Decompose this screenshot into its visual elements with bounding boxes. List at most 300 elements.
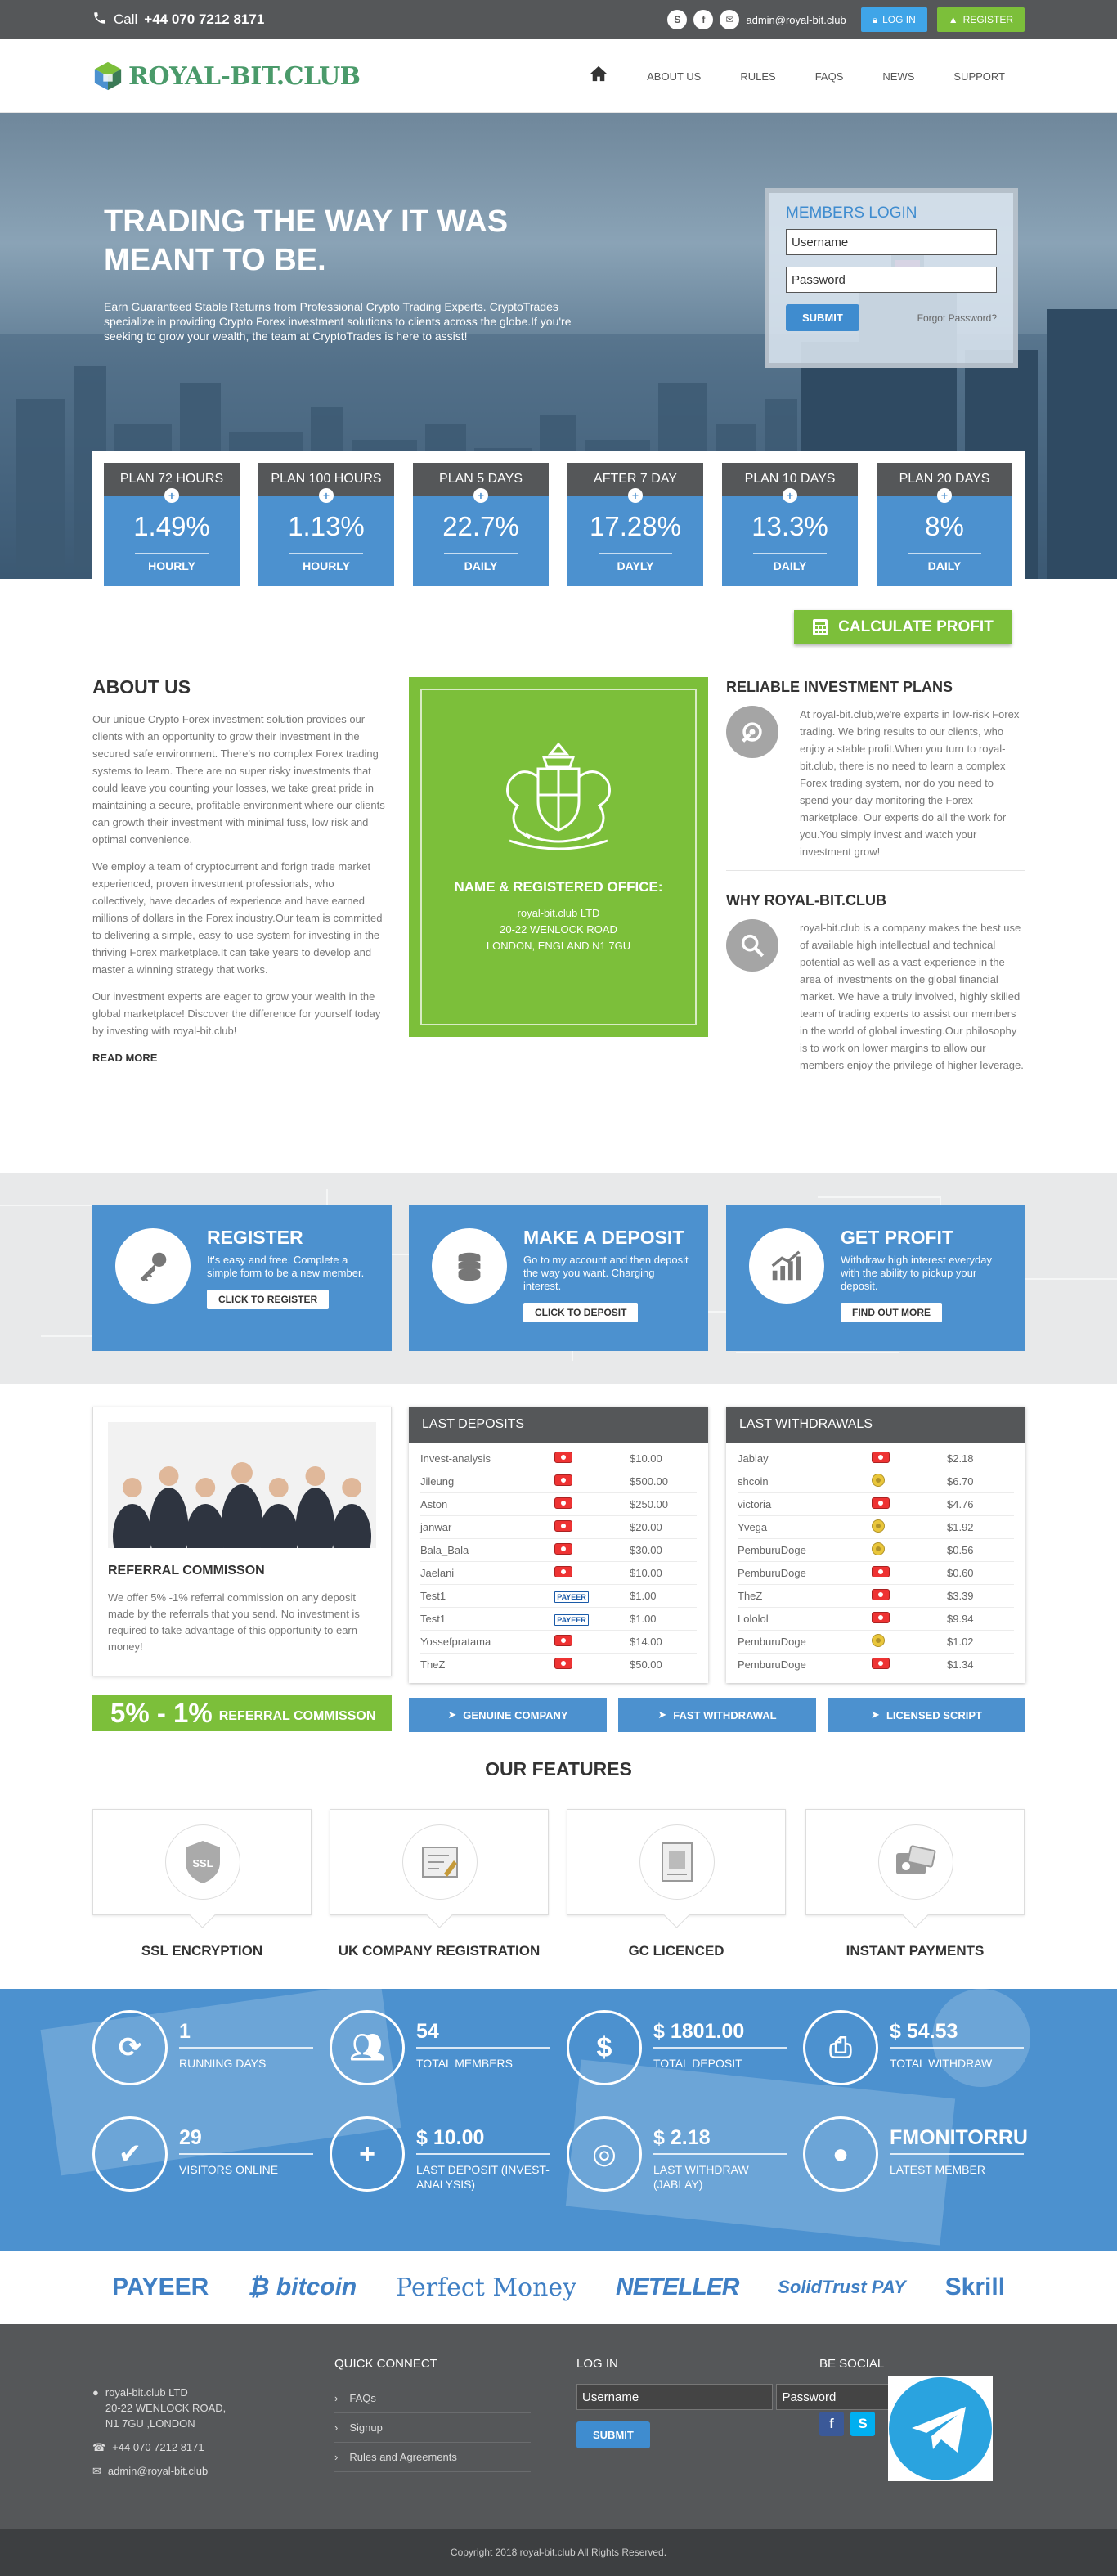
- stat-label: TOTAL DEPOSIT: [653, 2057, 742, 2070]
- plan-period: DAILY: [753, 553, 827, 572]
- atm-icon: ⎙: [803, 2010, 878, 2085]
- shield-icon: [165, 1824, 240, 1900]
- row-amount: $1.34: [947, 1658, 974, 1671]
- footer-address-line: 20-22 WENLOCK ROAD,: [105, 2402, 227, 2414]
- plus-icon: +: [164, 488, 179, 503]
- footer-link-label: Signup: [349, 2421, 383, 2434]
- stat-label: RUNNING DAYS: [179, 2057, 267, 2070]
- badge-label: LICENSED SCRIPT: [886, 1708, 982, 1721]
- coins-icon: [432, 1228, 507, 1304]
- top-phone: [92, 11, 264, 29]
- calculate-profit-button[interactable]: [794, 610, 1012, 644]
- plan-name: PLAN 10 DAYS: [722, 463, 858, 496]
- office-title: NAME & REGISTERED OFFICE:: [454, 879, 663, 895]
- row-amount: $250.00: [630, 1498, 668, 1510]
- user-online-icon: ✔: [92, 2116, 168, 2192]
- row-amount: $30.00: [630, 1544, 662, 1556]
- plus-icon: +: [937, 488, 952, 503]
- step-text: Go to my account and then deposit the way you want. Charging interest.: [523, 1254, 689, 1292]
- features-title: OUR FEATURES: [485, 1758, 632, 1779]
- perfect-money-icon: [872, 1566, 890, 1577]
- footer-link-label: FAQs: [349, 2392, 376, 2404]
- login-label: LOG IN: [882, 14, 916, 25]
- home-icon[interactable]: [570, 65, 627, 87]
- magnifier-icon: [726, 919, 778, 972]
- row-username: victoria: [738, 1498, 772, 1510]
- top-email-link[interactable]: admin@royal-bit.club: [746, 13, 846, 26]
- badge-label: FAST WITHDRAWAL: [673, 1708, 777, 1721]
- facebook-icon[interactable]: f: [819, 2412, 844, 2436]
- row-gateway: [554, 1543, 630, 1557]
- row-amount: $6.70: [947, 1475, 974, 1488]
- login-submit-button[interactable]: SUBMIT: [786, 304, 859, 331]
- row-gateway: [554, 1613, 630, 1626]
- stat-label: LAST WITHDRAW (JABLAY): [653, 2163, 749, 2191]
- plus-icon: +: [628, 488, 643, 503]
- stat-label: VISITORS ONLINE: [179, 2163, 279, 2176]
- neteller-logo: NETELLER: [616, 2273, 739, 2300]
- plan-period: HOURLY: [289, 553, 363, 572]
- perfect-money-icon: [554, 1452, 572, 1463]
- plan-rate: 13.3%: [751, 511, 828, 541]
- row-username: Test1: [420, 1590, 446, 1602]
- table-row: [738, 1585, 1014, 1608]
- feature-uk-registration: [330, 1809, 549, 1959]
- footer: [0, 2324, 1117, 2529]
- stat-item: [330, 2010, 550, 2089]
- plan-card[interactable]: [567, 463, 703, 586]
- features-section: [0, 1758, 1117, 1987]
- logo[interactable]: [92, 61, 361, 92]
- read-more-link[interactable]: READ MORE: [92, 1052, 158, 1064]
- row-username: TheZ: [420, 1658, 446, 1671]
- chevron-right-icon: ›: [334, 2392, 339, 2404]
- row-gateway: [872, 1589, 947, 1603]
- perfect-money-icon: [872, 1452, 890, 1463]
- feature-label: GC LICENCED: [628, 1943, 724, 1959]
- stat-value: 1: [179, 2020, 313, 2049]
- bitcoin-icon: ₿: [248, 2273, 276, 2300]
- clock-icon: ⟳: [92, 2010, 168, 2085]
- fast-withdrawal-badge[interactable]: [618, 1698, 816, 1732]
- social-title: BE SOCIAL: [819, 2357, 885, 2371]
- about-column: [92, 676, 390, 1066]
- stat-item: [567, 2116, 787, 2195]
- members-icon: 👥︎: [330, 2010, 405, 2085]
- footer-phone: +44 070 7212 8171: [112, 2441, 204, 2453]
- stat-value: $ 1801.00: [653, 2020, 787, 2049]
- plus-icon: +: [783, 488, 797, 503]
- team-photo-image: [108, 1422, 376, 1548]
- table-row: [738, 1516, 1014, 1539]
- table-row: [420, 1585, 697, 1608]
- stat-label: LAST DEPOSIT (INVEST-ANALYSIS): [416, 2163, 550, 2191]
- transactions-section: [0, 1405, 1117, 1765]
- quick-connect-title: QUICK CONNECT: [334, 2357, 437, 2371]
- feature-instant-payments: [805, 1809, 1025, 1959]
- row-username: Yvega: [738, 1521, 768, 1533]
- hero-title: TRADING THE WAY IT WAS MEANT TO BE.: [104, 204, 509, 277]
- stats-section: [0, 1989, 1117, 2251]
- logo-text: ROYAL-BIT.CLUB: [128, 61, 361, 91]
- feature-label: INSTANT PAYMENTS: [846, 1943, 985, 1959]
- payeer-icon: PAYEER: [554, 1614, 589, 1626]
- solidtrust-logo: SolidTrust PAY: [778, 2277, 906, 2297]
- table-row: [738, 1539, 1014, 1562]
- reliable-block: [726, 706, 1025, 871]
- row-username: PemburuDoge: [738, 1636, 806, 1648]
- table-row: [420, 1631, 697, 1654]
- royal-crest-icon: [493, 736, 624, 859]
- row-gateway: [554, 1452, 630, 1465]
- table-row: [420, 1447, 697, 1470]
- stat-item: [330, 2116, 550, 2195]
- plans-container: [92, 113, 1025, 604]
- why-text: royal-bit.club is a company makes the best use of available high intellectual and technical potential as well as a vast experience in the area of investments on the global financial market. We have a truly involved, highly skilled team of trading experts to assist our members in the world of global investing.Our philosophy is to work on lower margins to allow our members enjoy the privilege of higher leverage.: [800, 922, 1024, 1071]
- plan-rate: 8%: [925, 511, 964, 541]
- table-row: [738, 1447, 1014, 1470]
- facebook-icon[interactable]: f: [693, 10, 713, 29]
- plan-card[interactable]: [877, 463, 1012, 586]
- phone-icon: [92, 11, 107, 29]
- steps-section: [0, 1173, 1117, 1384]
- referral-text: We offer 5% -1% referral commission on any deposit made by the referrals that you send. No investment is required to take advantage of this opportunity to earn money!: [108, 1591, 360, 1653]
- last-deposits-table: [409, 1407, 708, 1683]
- row-gateway: [554, 1658, 630, 1672]
- calc-label: CALCULATE PROFIT: [838, 618, 994, 635]
- step-title: MAKE A DEPOSIT: [523, 1227, 684, 1248]
- row-amount: $500.00: [630, 1475, 668, 1488]
- stat-item: [92, 2116, 313, 2195]
- main-nav: [570, 65, 1025, 87]
- plan-period: DAILY: [908, 553, 981, 572]
- money-bag-icon: $: [567, 2010, 642, 2085]
- perfect-money-icon: [554, 1497, 572, 1509]
- top-login-button[interactable]: [861, 7, 927, 32]
- licensed-script-badge[interactable]: [828, 1698, 1025, 1732]
- row-username: PemburuDoge: [738, 1658, 806, 1671]
- perfect-money-icon: [554, 1520, 572, 1532]
- click-to-deposit-button[interactable]: CLICK TO DEPOSIT: [523, 1303, 638, 1322]
- row-username: janwar: [420, 1521, 452, 1533]
- row-gateway: [872, 1542, 947, 1558]
- plan-name: PLAN 100 HOURS: [258, 463, 394, 496]
- table-row: [738, 1470, 1014, 1493]
- registered-office-card: [409, 677, 708, 1037]
- about-paragraph: We employ a team of cryptocurrent and forign trade market experienced, proven investment professionals, who collectively, have decades of experience and have earned millions of dollars in the Forex industry.Our team is committed to delivering a simple, easy-to-use system for investing in the thriving Forex marketplace.It can take years to develop and master a winning strategy that works.: [92, 860, 383, 976]
- row-amount: $3.39: [947, 1590, 974, 1602]
- perfect-money-logo: Perfect Money: [396, 2273, 577, 2302]
- plan-name: AFTER 7 DAY: [567, 463, 703, 496]
- plus-icon: +: [319, 488, 334, 503]
- row-gateway: [872, 1452, 947, 1465]
- row-username: Aston: [420, 1498, 448, 1510]
- perfect-money-icon: [872, 1589, 890, 1600]
- coin-icon: [872, 1542, 885, 1555]
- referral-rate-bar: [92, 1695, 392, 1731]
- row-amount: $1.00: [630, 1613, 657, 1625]
- skype-icon[interactable]: S: [850, 2412, 875, 2436]
- row-username: Yossefpratama: [420, 1636, 491, 1648]
- find-out-more-button[interactable]: FIND OUT MORE: [841, 1303, 942, 1322]
- top-bar: [0, 0, 1117, 39]
- stat-value: 54: [416, 2020, 550, 2049]
- license-document-icon: [639, 1824, 715, 1900]
- perfect-money-icon: [554, 1566, 572, 1577]
- row-gateway: [554, 1590, 630, 1603]
- chevron-right-icon: ›: [334, 2451, 339, 2463]
- row-gateway: [554, 1566, 630, 1580]
- footer-quick-connect: [334, 2357, 531, 2472]
- row-gateway: [554, 1497, 630, 1511]
- plan-rate: 22.7%: [442, 511, 519, 541]
- stat-value: FMONITORRU: [890, 2126, 1024, 2155]
- coin-icon: [872, 1634, 885, 1647]
- row-gateway: [872, 1497, 947, 1511]
- row-username: PemburuDoge: [738, 1567, 806, 1579]
- nav-news[interactable]: NEWS: [882, 70, 915, 83]
- nav-faqs[interactable]: FAQS: [814, 70, 844, 83]
- table-row: [420, 1493, 697, 1516]
- table-row: [420, 1608, 697, 1631]
- coin-icon: [872, 1519, 885, 1533]
- genuine-company-badge[interactable]: [409, 1698, 607, 1732]
- footer-login-title: LOG IN: [576, 2357, 618, 2371]
- stat-item: [567, 2010, 787, 2089]
- step-text: Withdraw high interest everyday with the ability to pickup your deposit.: [841, 1254, 992, 1292]
- footer-username-input[interactable]: [576, 2384, 773, 2410]
- table-row: [738, 1493, 1014, 1516]
- skype-icon[interactable]: S: [667, 10, 687, 29]
- row-gateway: [554, 1474, 630, 1488]
- plan-name: PLAN 5 DAYS: [413, 463, 549, 496]
- row-amount: $0.56: [947, 1544, 974, 1556]
- play-circle-icon: ➤: [447, 1708, 457, 1721]
- skrill-logo: Skrill: [944, 2273, 1006, 2300]
- stat-value: $ 54.53: [890, 2020, 1024, 2049]
- footer-email-link[interactable]: admin@royal-bit.club: [107, 2465, 209, 2477]
- plan-rate: 1.13%: [288, 511, 365, 541]
- plan-card[interactable]: [258, 463, 394, 586]
- row-username: Test1: [420, 1613, 446, 1625]
- perfect-money-icon: [554, 1658, 572, 1669]
- row-gateway: [872, 1612, 947, 1626]
- deposits-title: LAST DEPOSITS: [409, 1407, 708, 1443]
- row-username: PemburuDoge: [738, 1544, 806, 1556]
- plus-icon: +: [473, 488, 488, 503]
- table-row: [738, 1631, 1014, 1654]
- telegram-icon[interactable]: [888, 2376, 993, 2481]
- footer-link-faqs[interactable]: [334, 2384, 531, 2413]
- row-gateway: [554, 1520, 630, 1534]
- calculator-icon: [812, 618, 828, 636]
- row-amount: $10.00: [630, 1567, 662, 1579]
- perfect-money-icon: [872, 1612, 890, 1623]
- call-label: Call: [114, 11, 138, 27]
- plan-rate: 17.28%: [590, 511, 681, 541]
- row-amount: $0.60: [947, 1567, 974, 1579]
- payment-methods: [0, 2251, 1117, 2324]
- about-title: ABOUT US: [92, 676, 191, 698]
- login-title: MEMBERS LOGIN: [786, 204, 917, 222]
- stat-value: $ 2.18: [653, 2126, 787, 2155]
- table-row: [738, 1608, 1014, 1631]
- plan-card[interactable]: [413, 463, 549, 586]
- stat-label: TOTAL WITHDRAW: [890, 2057, 993, 2070]
- ssl-icon-text: SSL: [192, 1857, 213, 1869]
- payeer-icon: PAYEER: [554, 1591, 589, 1603]
- footer-link-label: Rules and Agreements: [349, 2451, 457, 2463]
- row-amount: $9.94: [947, 1613, 974, 1625]
- referral-rate: 5% - 1%: [110, 1698, 213, 1728]
- step-title: GET PROFIT: [841, 1227, 953, 1248]
- certificate-icon: [402, 1824, 478, 1900]
- office-line: 20-22 WENLOCK ROAD: [500, 923, 617, 936]
- row-amount: $4.76: [947, 1498, 974, 1510]
- about-paragraph: Our unique Crypto Forex investment solution provides our clients with an opportunity to grow their investment in the secured safe environment. There's no complex Forex trading systems to learn. There are no super risky investments that could leave you counting your losses, we take great pride in maintaining a secure, profitable environment where our clients can growth their investment with minimal fuss, low risk and optimal convenience.: [92, 713, 385, 846]
- row-username: Lololol: [738, 1613, 769, 1625]
- plan-period: DAYLY: [599, 553, 672, 572]
- last-withdrawals-table: [726, 1407, 1025, 1683]
- table-row: [420, 1516, 697, 1539]
- referral-title: REFERRAL COMMISSON: [108, 1564, 265, 1577]
- add-user-icon: +: [330, 2116, 405, 2192]
- row-gateway: [554, 1635, 630, 1649]
- row-username: Jileung: [420, 1475, 455, 1488]
- row-gateway: [872, 1634, 947, 1649]
- coin-stack-icon: ◎: [567, 2116, 642, 2192]
- badge-label: GENUINE COMPANY: [463, 1708, 568, 1721]
- key-icon: [115, 1228, 191, 1304]
- wallet-cards-icon: [878, 1824, 953, 1900]
- why-title: WHY ROYAL-BIT.CLUB: [726, 892, 887, 909]
- row-gateway: [872, 1566, 947, 1580]
- referral-rate-label: REFERRAL COMMISSON: [218, 1709, 376, 1723]
- row-username: shcoin: [738, 1475, 769, 1488]
- logo-cube-icon: [92, 61, 123, 92]
- forgot-password-link[interactable]: Forgot Password?: [917, 312, 997, 324]
- stat-value: 29: [179, 2126, 313, 2155]
- plan-card[interactable]: [722, 463, 858, 586]
- plan-card[interactable]: [104, 463, 240, 586]
- row-amount: $20.00: [630, 1521, 662, 1533]
- phone-number: +44 070 7212 8171: [144, 11, 265, 27]
- office-line: LONDON, ENGLAND N1 7GU: [486, 940, 631, 952]
- mail-icon: ✉: [720, 10, 739, 29]
- step-title: REGISTER: [207, 1227, 303, 1248]
- row-amount: $1.02: [947, 1636, 974, 1648]
- bitcoin-label: bitcoin: [276, 2273, 357, 2300]
- why-block: [726, 919, 1025, 1084]
- footer-contact: [92, 2385, 226, 2487]
- footer-address-line: N1 7GU ,LONDON: [105, 2417, 195, 2430]
- row-amount: $14.00: [630, 1636, 662, 1648]
- user-icon: ●: [803, 2116, 878, 2192]
- row-amount: $2.18: [947, 1452, 974, 1465]
- row-gateway: [872, 1519, 947, 1535]
- top-register-button[interactable]: [937, 7, 1025, 32]
- reliable-text: At royal-bit.club,we're experts in low-risk Forex trading. We bring results to our clients, who enjoy a stable profit.When you turn to royal-bit.club, there is no need to learn a complex Forex trading system, nor do you need to spend your day monitoring the Forex marketplace. Our experts do all the work for you.You simply invest and watch your investment grow!: [800, 708, 1020, 858]
- plan-name: PLAN 20 DAYS: [877, 463, 1012, 496]
- row-gateway: [872, 1474, 947, 1489]
- click-to-register-button[interactable]: CLICK TO REGISTER: [207, 1290, 329, 1309]
- copyright: Copyright 2018 royal-bit.club All Rights Reserved.: [0, 2529, 1117, 2576]
- phone-icon: ☎: [92, 2441, 106, 2453]
- play-circle-icon: ➤: [657, 1708, 667, 1721]
- header: [0, 39, 1117, 113]
- step-register-card: [92, 1205, 392, 1351]
- table-row: [738, 1654, 1014, 1676]
- location-pin-icon: ●: [92, 2386, 99, 2399]
- row-username: Jablay: [738, 1452, 769, 1465]
- nav-rules[interactable]: RULES: [740, 70, 776, 83]
- plan-period: HOURLY: [135, 553, 209, 572]
- payeer-logo: PAYEER: [111, 2273, 209, 2300]
- register-label: REGISTER: [962, 14, 1013, 25]
- withdrawals-title: LAST WITHDRAWALS: [726, 1407, 1025, 1443]
- perfect-money-icon: [554, 1543, 572, 1555]
- nav-about[interactable]: ABOUT US: [647, 70, 702, 83]
- stat-item: [803, 2010, 1024, 2089]
- row-username: TheZ: [738, 1590, 763, 1602]
- feature-ssl: [92, 1809, 312, 1959]
- growth-chart-icon: [749, 1228, 824, 1304]
- perfect-money-icon: [872, 1658, 890, 1669]
- row-amount: $10.00: [630, 1452, 662, 1465]
- lock-icon: 🔒︎: [872, 13, 878, 25]
- nav-support[interactable]: SUPPORT: [953, 70, 1005, 83]
- footer-link-signup[interactable]: [334, 2413, 531, 2443]
- wrench-gear-icon: [726, 706, 778, 758]
- step-text: It's easy and free. Complete a simple form to be a new member.: [207, 1254, 365, 1279]
- stat-value: $ 10.00: [416, 2126, 550, 2155]
- office-line: royal-bit.club LTD: [517, 907, 600, 919]
- about-section: [0, 671, 1117, 1153]
- plan-rate: 1.49%: [133, 511, 210, 541]
- perfect-money-icon: [554, 1474, 572, 1486]
- stat-label: LATEST MEMBER: [890, 2163, 985, 2176]
- coin-icon: [872, 1474, 885, 1487]
- referral-card: [92, 1407, 392, 1676]
- stat-label: TOTAL MEMBERS: [416, 2057, 513, 2070]
- table-row: [420, 1654, 697, 1676]
- table-row: [738, 1562, 1014, 1585]
- row-username: Jaelani: [420, 1567, 455, 1579]
- row-amount: $1.92: [947, 1521, 974, 1533]
- plan-name: PLAN 72 HOURS: [104, 463, 240, 496]
- play-circle-icon: ➤: [871, 1708, 880, 1721]
- user-icon: ▲: [948, 14, 958, 25]
- table-row: [420, 1562, 697, 1585]
- table-row: [420, 1470, 697, 1493]
- footer-social: [819, 2357, 884, 2436]
- reliable-title: RELIABLE INVESTMENT PLANS: [726, 679, 953, 695]
- feature-gc-licenced: [567, 1809, 786, 1959]
- mail-icon: ✉: [92, 2465, 101, 2477]
- footer-submit-button[interactable]: SUBMIT: [576, 2421, 650, 2448]
- about-paragraph: Our investment experts are eager to grow your wealth in the global marketplace! Discover the difference for yourself today by investing with royal-bit.club!: [92, 990, 381, 1037]
- feature-label: SSL ENCRYPTION: [141, 1943, 263, 1959]
- footer-address-line: royal-bit.club LTD: [105, 2386, 188, 2399]
- step-deposit-card: [409, 1205, 708, 1351]
- row-username: Bala_Bala: [420, 1544, 469, 1556]
- row-username: Invest-analysis: [420, 1452, 491, 1465]
- perfect-money-icon: [554, 1635, 572, 1646]
- step-profit-card: [726, 1205, 1025, 1351]
- table-row: [420, 1539, 697, 1562]
- feature-label: UK COMPANY REGISTRATION: [338, 1943, 541, 1959]
- footer-link-rules[interactable]: [334, 2443, 531, 2472]
